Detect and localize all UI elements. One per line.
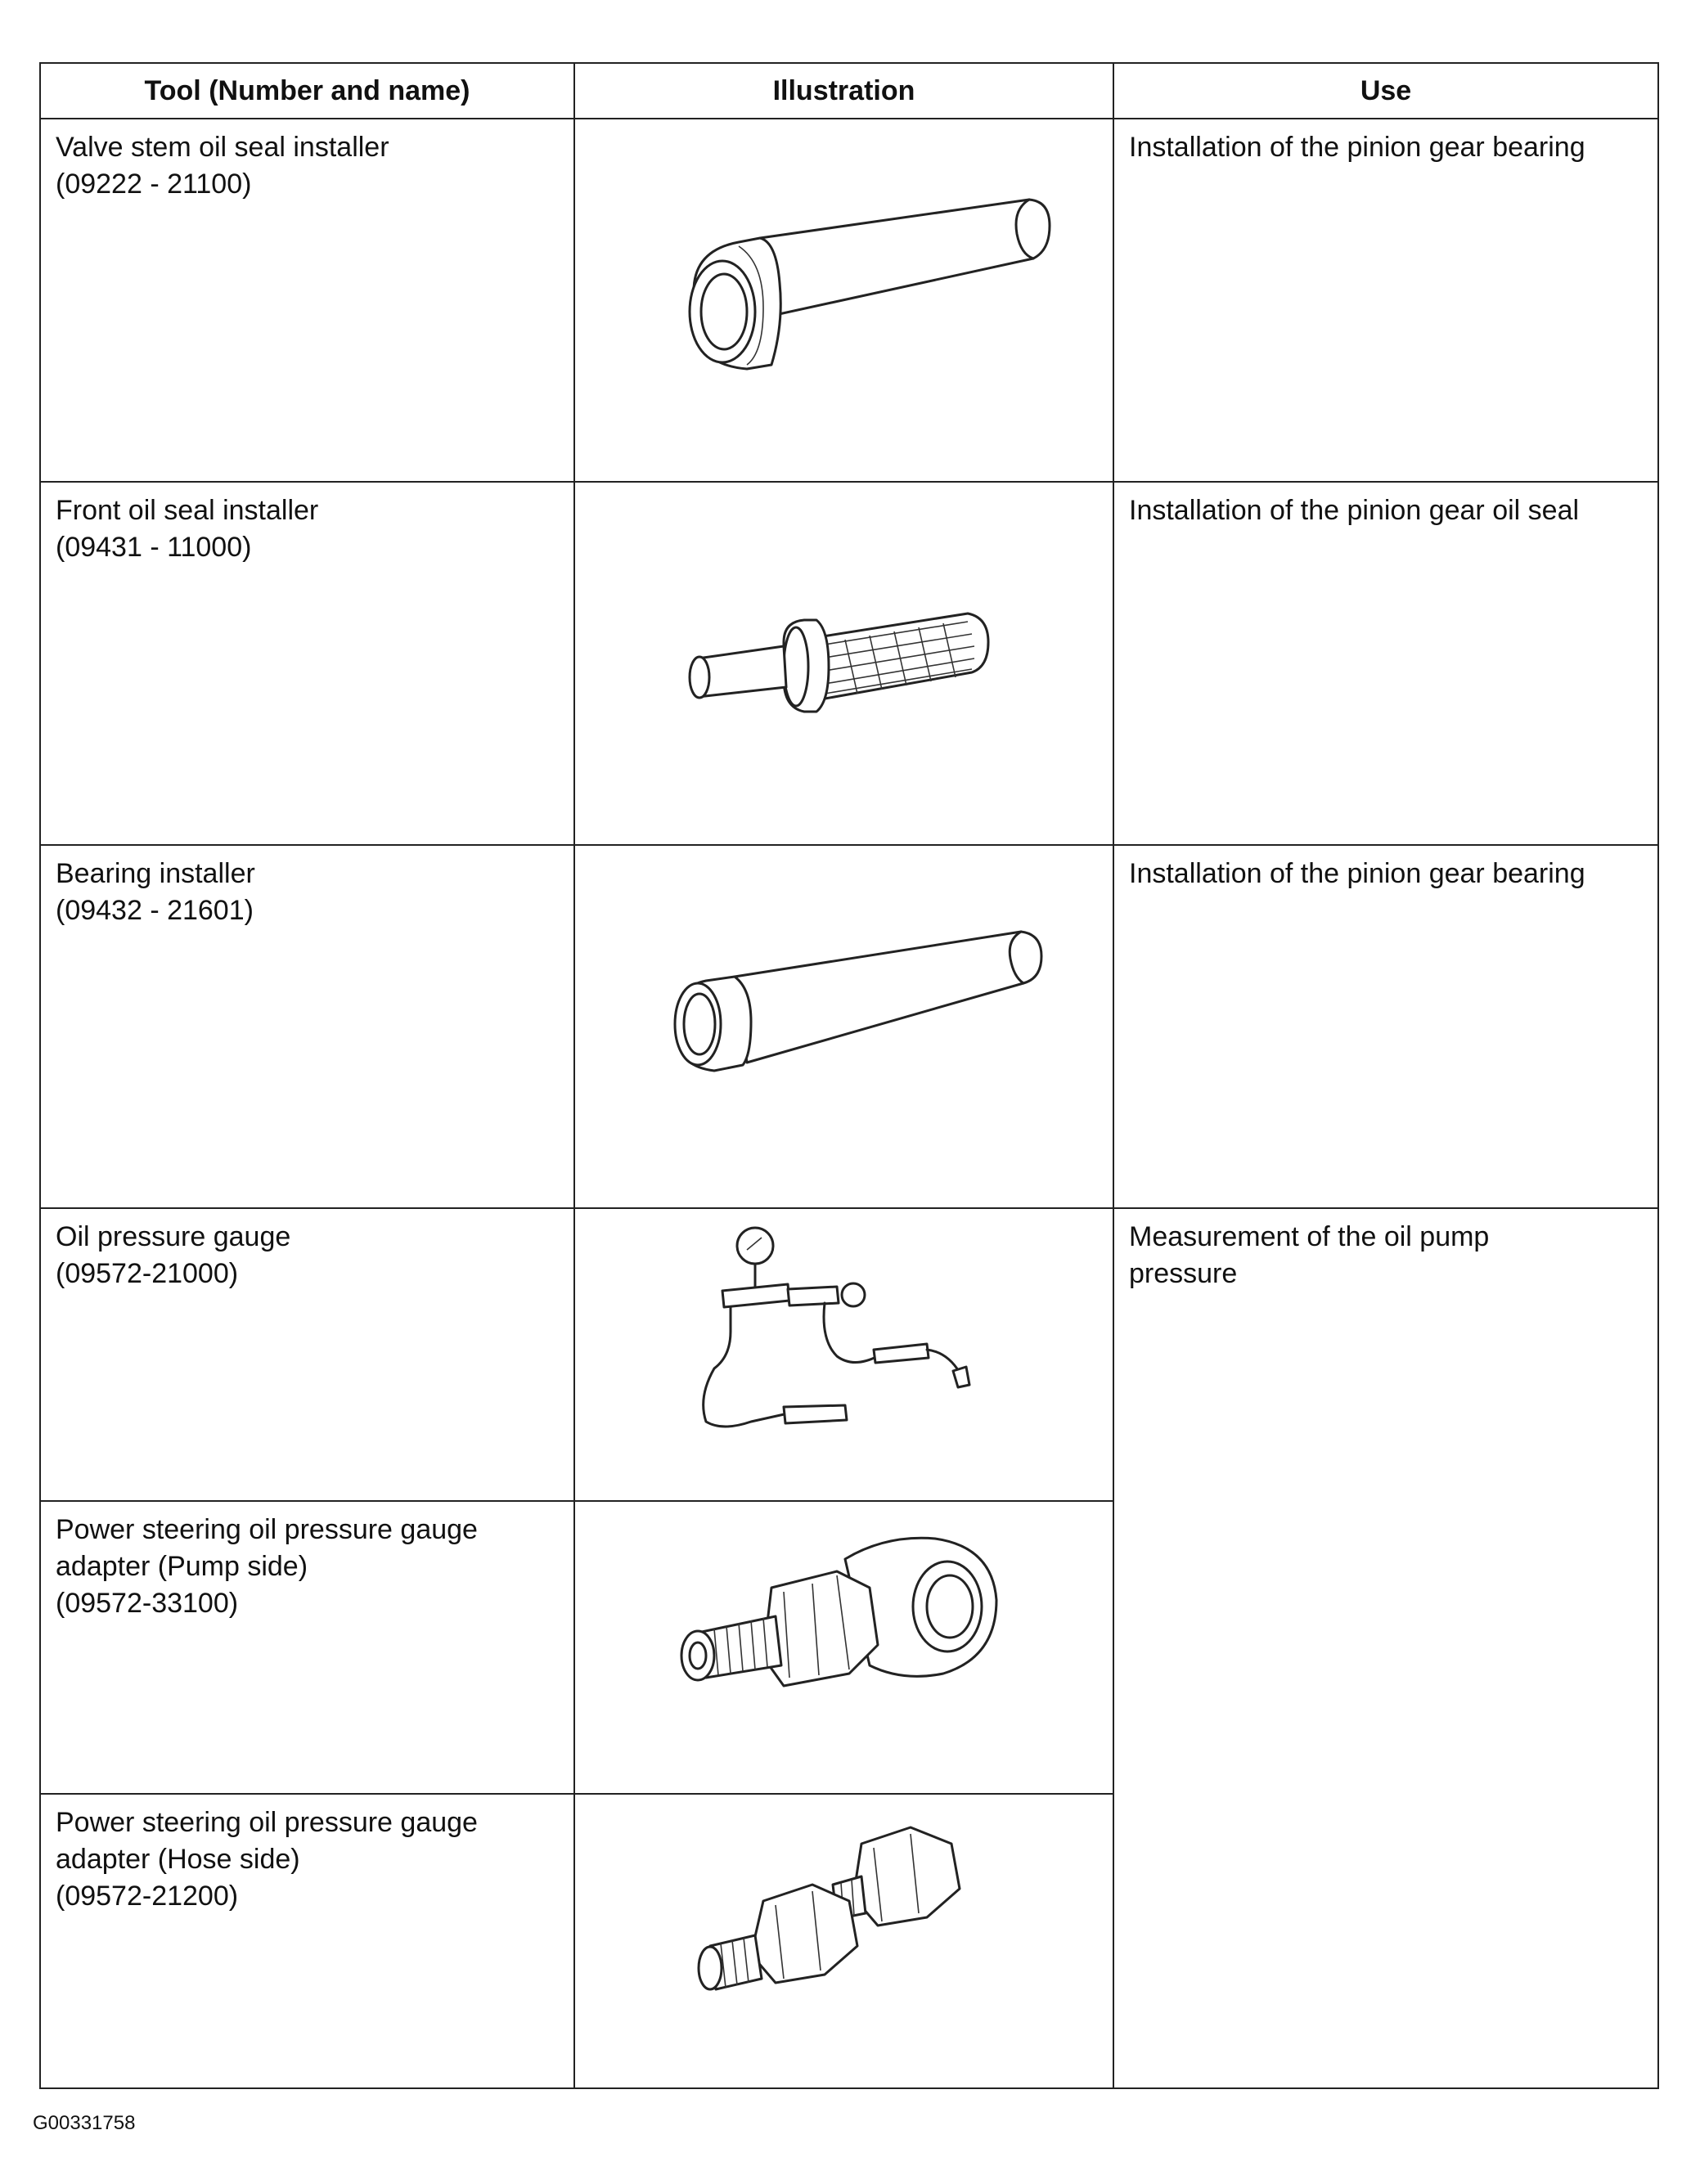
illustration-cell xyxy=(574,845,1113,1208)
use-text: Installation of the pinion gear bearing xyxy=(1129,132,1585,163)
illustration-cell xyxy=(574,1208,1113,1501)
tool-cell xyxy=(40,482,574,845)
illustration-cell xyxy=(574,1794,1113,2088)
use-text: Measurement of the oil pump xyxy=(1129,1221,1490,1252)
pressure-gauge-icon xyxy=(575,1209,1114,1500)
illustration-cell xyxy=(574,482,1113,845)
table-header-row xyxy=(40,63,1658,119)
tool-name: Front oil seal installer xyxy=(56,495,319,526)
header-tool: Tool (Number and name) xyxy=(40,63,574,119)
tool-cell xyxy=(40,119,574,482)
use-cell xyxy=(1113,482,1658,845)
banjo-adapter-icon xyxy=(575,1502,1114,1793)
use-cell xyxy=(1113,1208,1658,2088)
tube-installer-icon xyxy=(575,846,1114,1207)
header-use: Use xyxy=(1113,63,1658,119)
tool-name: Power steering oil pressure gauge xyxy=(56,1514,478,1545)
table-row xyxy=(40,845,1658,1208)
header-illustration: Illustration xyxy=(574,63,1113,119)
table-row xyxy=(40,482,1658,845)
use-text: Installation of the pinion gear bearing xyxy=(1129,858,1585,889)
tool-desc: adapter (Hose side) xyxy=(56,1844,300,1875)
tool-name: Bearing installer xyxy=(56,858,255,889)
use-text: pressure xyxy=(1129,1258,1238,1289)
use-cell xyxy=(1113,119,1658,482)
tool-name: Valve stem oil seal installer xyxy=(56,132,389,163)
tool-desc: adapter (Pump side) xyxy=(56,1551,308,1582)
illustration-cell xyxy=(574,119,1113,482)
stepped-installer-icon xyxy=(575,483,1114,844)
tool-number: (09431 - 11000) xyxy=(56,532,252,563)
tool-cell xyxy=(40,1501,574,1794)
illustration-cell xyxy=(574,1501,1113,1794)
tool-cell xyxy=(40,1208,574,1501)
tool-table-sheet xyxy=(39,62,1657,2089)
tool-name: Oil pressure gauge xyxy=(56,1221,291,1252)
tool-number: (09572-21200) xyxy=(56,1881,239,1912)
table-row xyxy=(40,1208,1658,1501)
table-row xyxy=(40,119,1658,482)
sleeve-installer-icon xyxy=(575,119,1114,481)
tool-number: (09572-21000) xyxy=(56,1258,239,1289)
tool-name: Power steering oil pressure gauge xyxy=(56,1807,478,1838)
figure-code: G00331758 xyxy=(33,2112,136,2134)
tool-number: (09222 - 21100) xyxy=(56,169,252,200)
use-cell xyxy=(1113,845,1658,1208)
tool-cell xyxy=(40,1794,574,2088)
special-tools-table xyxy=(39,62,1659,2089)
tool-number: (09432 - 21601) xyxy=(56,895,254,926)
tool-number: (09572-33100) xyxy=(56,1588,239,1619)
tool-cell xyxy=(40,845,574,1208)
use-text: Installation of the pinion gear oil seal xyxy=(1129,495,1580,526)
nut-adapter-icon xyxy=(575,1795,1114,2087)
